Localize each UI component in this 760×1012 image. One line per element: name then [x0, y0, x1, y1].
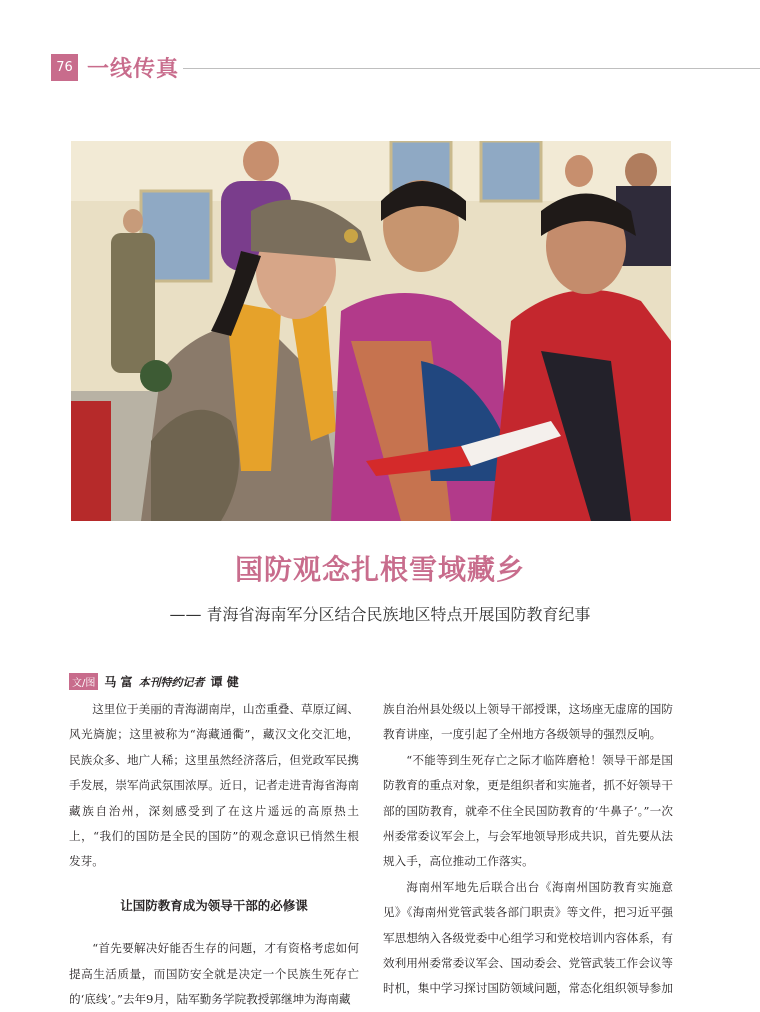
page-number: 76	[51, 54, 78, 81]
byline-reporter: 谭 健	[210, 675, 239, 689]
paragraph: “首先要解决好能否生存的问题，才有资格考虑如何提高生活质量，而国防安全就是决定一个民族生死存亡的‘底线’。”去年9月，陆军勤务学院教授郭继坤为海南藏	[69, 941, 359, 1007]
paragraph: 海南州军地先后联合出台《海南州国防教育实施意见》《海南州党管武装各部门职责》等文件，把习近平强军思想纳入各级党委中心组学习和党校培训内容体系，有效利用州委常委议军会、国动委会、党管武装工作会议等时机，集中学习探讨国防领域问题，常态化组织领导参加	[383, 879, 673, 996]
paragraph: “不能等到生死存亡之际才临阵磨枪！领导干部是国防教育的重点对象，更是组织者和实施者，抓不好领导干部的国防教育，就牵不住全民国防教育的‘牛鼻子’。”一次州委常委议军会上，与会军地领导形成共识，首先要从法规入手，高位推动工作落实。	[383, 752, 673, 869]
article-subtitle: —— 青海省海南军分区结合民族地区特点开展国防教育纪事	[169, 605, 591, 624]
byline-role: 本刊特约记者	[138, 675, 205, 689]
right-column	[383, 697, 673, 1002]
section-heading: 让国防教育成为领导干部的必修课	[120, 897, 308, 913]
paragraph: 这里位于美丽的青海湖南岸，山峦重叠、草原辽阔、风光旖旎；这里被称为“海藏通衢”，藏汉文化交汇地，民族众多、地广人稀；这里虽然经济落后，但党政军民携手发展，崇军尚武氛围浓厚。近日，记者走进青海省海南藏族自治州，深刻感受到了在这片遥远的高原热土上，“我们的国防是全民的国防”的观念意识已悄然生根发芽。	[69, 702, 359, 869]
photo-illustration	[71, 141, 671, 521]
header-rule	[183, 68, 760, 69]
byline	[69, 673, 239, 690]
article-photo	[71, 141, 671, 521]
paragraph: 族自治州县处级以上领导干部授课，这场座无虚席的国防教育讲座，一度引起了全州地方各级领导的强烈反响。	[383, 702, 673, 742]
byline-author: 马 富	[104, 675, 133, 689]
article-title: 国防观念扎根雪域藏乡	[234, 553, 525, 586]
byline-tag: 文/图	[69, 673, 98, 690]
left-column	[69, 697, 359, 1012]
section-title: 一线传真	[87, 57, 180, 82]
